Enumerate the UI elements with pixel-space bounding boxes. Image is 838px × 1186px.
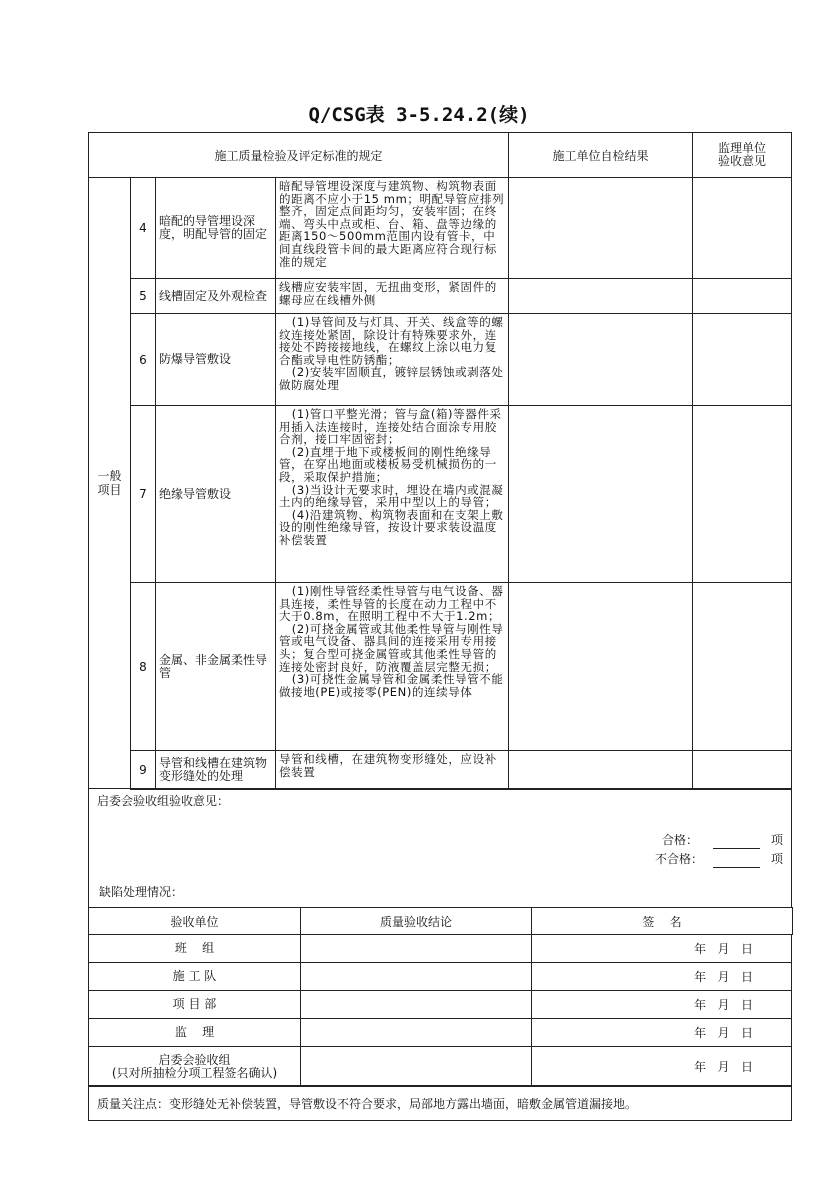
row-number: 6 xyxy=(130,313,156,406)
sign-header: 质量验收结论 xyxy=(300,907,532,935)
sign-conclusion[interactable] xyxy=(300,990,532,1019)
row-number: 8 xyxy=(130,582,156,751)
pass-count-field[interactable] xyxy=(713,848,760,849)
sign-unit: 监 理 xyxy=(88,1018,301,1047)
sign-date[interactable] xyxy=(531,1046,792,1087)
sign-conclusion[interactable] xyxy=(300,1046,532,1087)
sign-conclusion[interactable] xyxy=(300,1018,532,1047)
fail-label: 不合格： xyxy=(655,852,704,866)
fail-count-field[interactable] xyxy=(713,867,760,868)
header-standard: 施工质量检验及评定标准的规定 xyxy=(88,132,509,178)
defect-label: 缺陷处理情况： xyxy=(99,885,184,899)
sign-date[interactable] xyxy=(531,962,792,991)
sign-date[interactable] xyxy=(531,990,792,1019)
row-number: 9 xyxy=(130,750,156,790)
row-standard: (1)导管间及与灯具、开关、线盒等的螺纹连接处紧固，除设计有特殊要求外，连接处不跨接接地线，在螺纹上涂以电力复合酯或导电性防锈酯； (2)安装牢固顺直，镀锌层锈蚀或剥落处做防腐处理 xyxy=(275,313,509,406)
row-standard: 暗配导管埋设深度与建筑物、构筑物表面的距离不应小于15 mm；明配导管应排列整齐，固定点间距均匀，安装牢固；在终端、弯头中点或柜、台、箱、盘等边缘的距离150～500mm范围内设有管卡，中间直线段管卡间的最大距离应符合现行标准的规定 xyxy=(275,177,509,279)
row-self-check-result[interactable] xyxy=(508,582,693,751)
date-label: 年 月 日 xyxy=(694,970,753,984)
row-standard: 导管和线槽，在建筑物变形缝处，应设补偿装置 xyxy=(275,750,509,790)
row-supervisor-opinion[interactable] xyxy=(692,405,792,583)
header-self-check: 施工单位自检结果 xyxy=(508,132,693,178)
row-number: 4 xyxy=(130,177,156,279)
row-item-name: 金属、非金属柔性导管 xyxy=(155,582,276,751)
sign-unit: 启委会验收组 (只对所抽检分项工程签名确认) xyxy=(88,1046,301,1087)
fail-unit: 项 xyxy=(771,852,784,866)
sign-header: 验收单位 xyxy=(88,907,301,935)
row-self-check-result[interactable] xyxy=(508,177,693,279)
sign-header: 签 名 xyxy=(531,907,793,935)
date-label: 年 月 日 xyxy=(694,1026,753,1040)
opinion-box xyxy=(88,788,792,908)
sign-unit: 班 组 xyxy=(88,934,301,963)
date-label: 年 月 日 xyxy=(694,998,753,1012)
sign-date[interactable] xyxy=(531,1018,792,1047)
sign-date[interactable] xyxy=(531,934,792,963)
category-general: 一般 项目 xyxy=(88,177,131,789)
row-number: 7 xyxy=(130,405,156,583)
pass-label: 合格： xyxy=(662,833,699,847)
sign-unit: 施 工 队 xyxy=(88,962,301,991)
row-self-check-result[interactable] xyxy=(508,278,693,314)
row-standard: (1)管口平整光滑；管与盒(箱)等器件采用插入法连接时，连接处结合面涂专用胶合剂，接口牢固密封； (2)直埋于地下或楼板间的刚性绝缘导管，在穿出地面或楼板易受机械损伤的一段，采取保护措施； (3)当设计无要求时，埋设在墙内或混凝土内的绝缘导管，采用中型以上的导管； (4)沿建筑物、构筑物表面和在支架上敷设的刚性绝缘导管，按设计要求装设温度补偿装置 xyxy=(275,405,509,583)
row-supervisor-opinion[interactable] xyxy=(692,313,792,406)
header-supervisor: 监理单位 验收意见 xyxy=(692,132,792,178)
date-label: 年 月 日 xyxy=(694,1060,753,1074)
row-self-check-result[interactable] xyxy=(508,750,693,790)
row-number: 5 xyxy=(130,278,156,314)
row-standard: (1)刚性导管经柔性导管与电气设备、器具连接，柔性导管的长度在动力工程中不大于0.8m，在照明工程中不大于1.2m； (2)可挠金属管或其他柔性导管与刚性导管或电气设备、器具间的连接采用专用接头；复合型可挠金属管或其他柔性导管的连接处密封良好，防液覆盖层完整无损； (3)可挠性金属导管和金属柔性导管不能做接地(PE)或接零(PEN)的连续导体 xyxy=(275,582,509,751)
quality-note: 质量关注点：变形缝处无补偿装置，导管敷设不符合要求，局部地方露出墙面，暗敷金属管道漏接地。 xyxy=(88,1085,792,1121)
row-supervisor-opinion[interactable] xyxy=(692,750,792,790)
pass-unit: 项 xyxy=(771,833,784,847)
form-title: Q/CSG表 3-5.24.2(续) xyxy=(308,104,530,126)
row-self-check-result[interactable] xyxy=(508,313,693,406)
row-item-name: 线槽固定及外观检查 xyxy=(155,278,276,314)
row-item-name: 暗配的导管埋设深度，明配导管的固定 xyxy=(155,177,276,279)
row-standard: 线槽应安装牢固，无扭曲变形，紧固件的螺母应在线槽外侧 xyxy=(275,278,509,314)
sign-unit: 项 目 部 xyxy=(88,990,301,1019)
row-supervisor-opinion[interactable] xyxy=(692,582,792,751)
sign-conclusion[interactable] xyxy=(300,962,532,991)
row-supervisor-opinion[interactable] xyxy=(692,278,792,314)
date-label: 年 月 日 xyxy=(694,942,753,956)
row-supervisor-opinion[interactable] xyxy=(692,177,792,279)
row-item-name: 防爆导管敷设 xyxy=(155,313,276,406)
row-self-check-result[interactable] xyxy=(508,405,693,583)
sign-conclusion[interactable] xyxy=(300,934,532,963)
row-item-name: 绝缘导管敷设 xyxy=(155,405,276,583)
row-item-name: 导管和线槽在建筑物变形缝处的处理 xyxy=(155,750,276,790)
opinion-label: 启委会验收组验收意见： xyxy=(97,794,230,808)
